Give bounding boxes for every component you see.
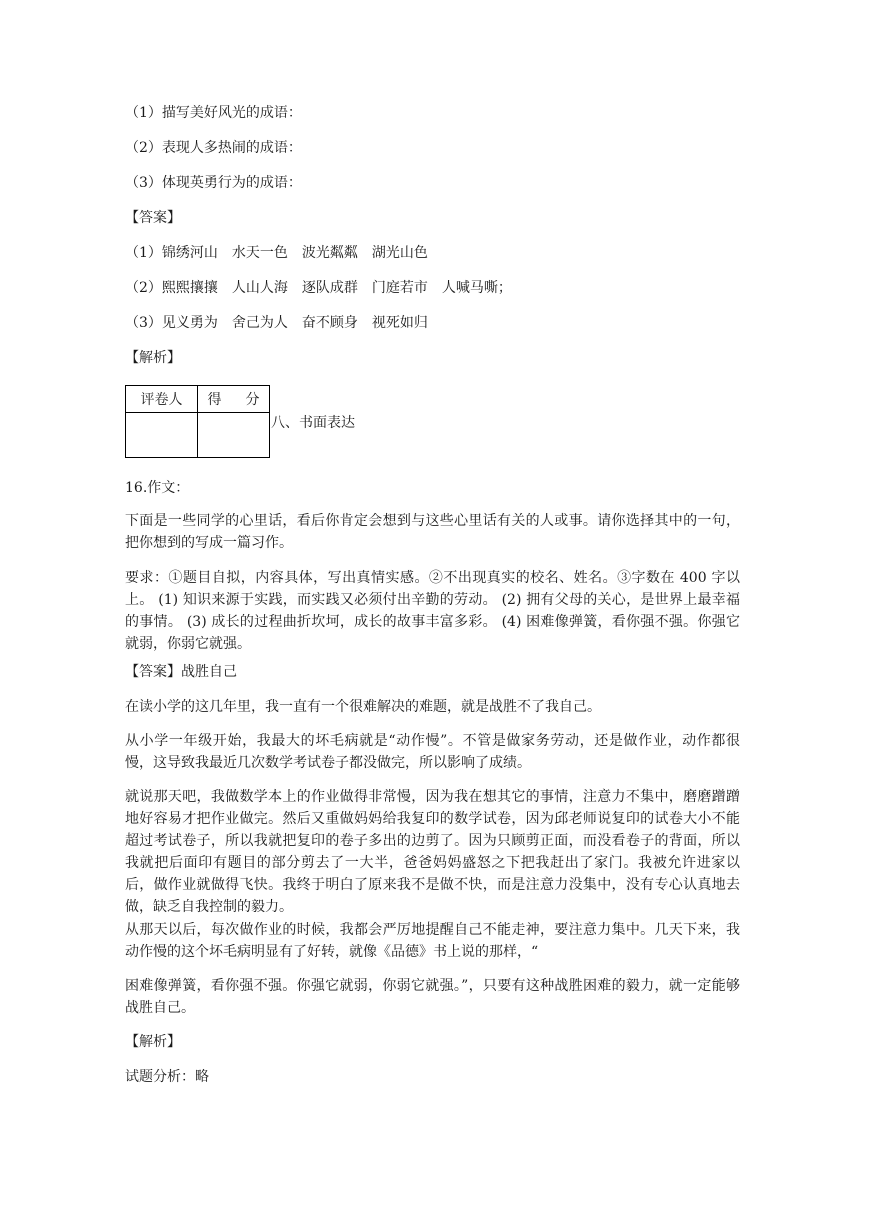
essay-paragraph-3: 就说那天吧，我做数学本上的作业做得非常慢，因为我在想其它的事情，注意力不集中，磨磨蹭蹭地好容易才把作业做完。然后又重做妈妈给我复印的数学试卷，因为邱老师说复印的试卷大小不能超过考试卷子，所以我就把复印的卷子多出的边剪了。因为只顾剪正面，而没看卷子的背面，所以我就把后面印有题目的部分剪去了一大半，爸爸妈妈盛怒之下把我赶出了家门。我被允许进家以后，做作业就做得飞快。我终于明白了原来我不是做不快，而是注意力没集中，没有专心认真地去做，缺乏自我控制的毅力。 <box>125 789 740 915</box>
grader-header: 评卷人 <box>126 386 198 413</box>
question-1: （1）描写美好风光的成语： <box>125 105 302 121</box>
essay-answer-line: 【答案】战胜自己 <box>125 664 237 680</box>
answer-3: （3）见义勇为 舍己为人 奋不顾身 视死如归 <box>125 315 428 331</box>
essay-analysis-text: 试题分析：略 <box>125 1069 209 1085</box>
question-2: （2）表现人多热闹的成语： <box>125 140 302 156</box>
essay-intro: 下面是一些同学的心里话，看后你肯定会想到与这些心里话有关的人或事。请你选择其中的一句，把你想到的写成一篇习作。 <box>125 513 740 551</box>
section-title: 八、书面表达 <box>271 415 355 431</box>
essay-paragraph-2: 从小学一年级开始，我最大的坏毛病就是“动作慢”。不管是做家务劳动，还是做作业，动作都很慢，这导致我最近几次数学考试卷子都没做完，所以影响了成绩。 <box>125 733 740 771</box>
answer-1: （1）锦绣河山 水天一色 波光粼粼 湖光山色 <box>125 245 428 261</box>
essay-paragraph-4: 从那天以后，每次做作业的时候，我都会严厉地提醒自己不能走神，要注意力集中。几天下来，我动作慢的这个坏毛病明显有了好转，就像《品德》书上说的那样，“ <box>125 922 740 960</box>
score-header <box>198 386 270 413</box>
essay-paragraph-5: 困难像弹簧，看你强不强。你强它就弱，你弱它就强。”，只要有这种战胜困难的毅力，就一定能够战胜自己。 <box>125 978 740 1016</box>
analysis-label: 【解析】 <box>125 350 181 366</box>
score-header-de: 得 <box>207 392 222 408</box>
score-cell <box>198 413 270 458</box>
answer-label: 【答案】 <box>125 210 181 226</box>
score-table <box>125 385 270 458</box>
score-header-fen: 分 <box>245 392 260 408</box>
grader-cell <box>126 413 198 458</box>
essay-question-number: 16.作文： <box>125 480 190 496</box>
answer-2: （2）熙熙攘攘 人山人海 逐队成群 门庭若市 人喊马嘶； <box>125 280 512 296</box>
question-3: （3）体现英勇行为的成语： <box>125 175 302 191</box>
essay-requirements: 要求：①题目自拟，内容具体，写出真情实感。②不出现真实的校名、姓名。③字数在 400 字以上。 (1) 知识来源于实践，而实践又必须付出辛勤的劳动。 (2) 拥有父母的关心，是世界上最幸福的事情。 (3) 成长的过程曲折坎坷，成长的故事丰富多彩。 (4) 困难像弹簧，看你强不强。你强它就弱，你弱它就强。 <box>125 570 740 652</box>
essay-analysis-label: 【解析】 <box>125 1034 181 1050</box>
essay-paragraph-1: 在读小学的这几年里，我一直有一个很难解决的难题，就是战胜不了我自己。 <box>125 699 601 715</box>
